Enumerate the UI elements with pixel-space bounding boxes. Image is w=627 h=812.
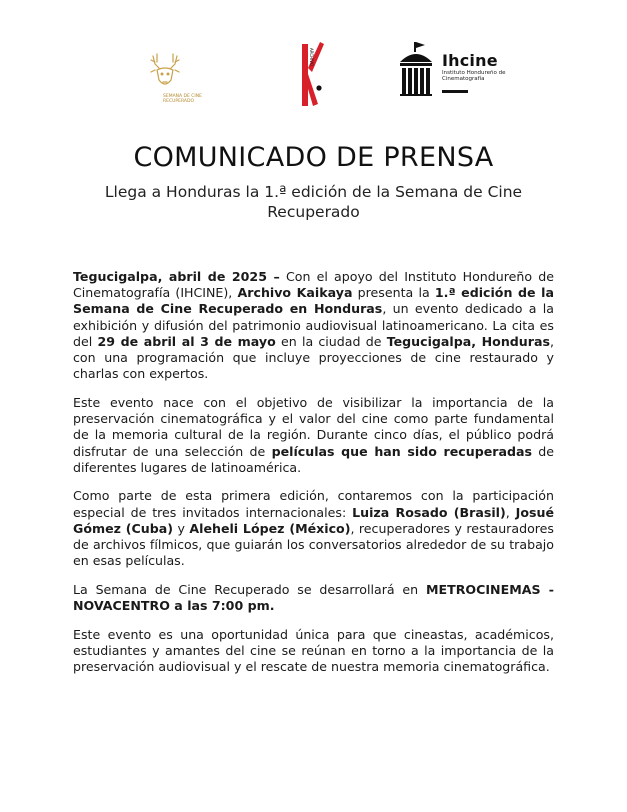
text-run: de diferentes lugares de latinoamérica.	[73, 443, 555, 475]
text-run: , con una programación que incluye proyecciones de cine restaurado y charlas con expertos.	[73, 333, 554, 382]
text-run: , recuperadores y restauradores de archivos fílmicos, que guiarán los conversatorios alrededor de su trabajo en esas películas.	[73, 520, 554, 569]
deer-logo-caption: SEMANA DE CINE RECUPERADO	[163, 94, 202, 104]
text-run: Con el apoyo del Instituto Hondureño de Cinematografía (IHCINE),	[73, 269, 554, 301]
text-run: en la ciudad de	[275, 333, 387, 349]
text-run: presenta la	[352, 285, 435, 301]
text-run: ,	[505, 504, 516, 520]
deer-head-logo	[143, 50, 203, 112]
dateline: Tegucigalpa, abril de 2025 –	[73, 269, 280, 284]
venue-time: METROCINEMAS - NOVACENTRO a las 7:00 pm.	[73, 581, 554, 614]
text-run: Este evento es una oportunidad única para que cineastas, académicos, estudiantes y amantes del cine se reúnan en torno a la importancia de la preservación audiovisual y el rescate de nuestra memoria cinematográfica.	[73, 626, 554, 675]
ihcine-subtitle: Instituto Hondureño de Cinematografía	[442, 70, 506, 82]
text-run: , un evento dedicado a la exhibición y difusión del patrimonio audiovisual latinoamericano. La cita es del	[73, 301, 554, 349]
page-title: COMUNICADO DE PRENSA	[133, 142, 494, 173]
guest-name: Luiza Rosado (Brasil)	[352, 504, 506, 520]
paragraph-venue	[73, 582, 554, 614]
page-subtitle: Llega a Honduras la 1.ª edición de la Semana de Cine Recuperado	[104, 183, 523, 221]
press-release-body	[73, 269, 554, 688]
text-run: La Semana de Cine Recuperado se desarrollará en	[73, 581, 426, 597]
paragraph-objective	[73, 395, 554, 476]
event-city: Tegucigalpa, Honduras	[386, 333, 550, 349]
paragraph-closing	[73, 627, 554, 676]
ihcine-building-icon	[398, 40, 438, 98]
archivo-kaikaya-logo	[298, 38, 326, 110]
highlight-films: películas que han sido recuperadas	[271, 443, 532, 459]
paragraph-intro	[73, 269, 554, 382]
svg-text:ARCHIVO: ARCHIVO	[309, 48, 314, 67]
guest-name: Aleheli López (México)	[189, 520, 351, 536]
paragraph-guests	[73, 488, 554, 569]
text-run: y	[173, 520, 190, 536]
organizer-name: Archivo Kaikaya	[237, 285, 353, 301]
text-run: Este evento nace con el objetivo de visibilizar la importancia de la preservación cinematográfica y el valor del cine como parte fundamental de la memoria cultural de la región. Durante cinco días, el público podrá disfrutar de una selección de	[73, 394, 554, 459]
text-run: Como parte de esta primera edición, contaremos con la participación especial de tres invitados internacionales:	[73, 488, 554, 520]
archivo-kaikaya-icon	[298, 38, 326, 110]
ihcine-name: Ihcine	[442, 51, 498, 70]
guest-name: Josué Gómez (Cuba)	[73, 504, 554, 536]
ihcine-logo	[398, 40, 508, 98]
event-name: 1.ª edición de la Semana de Cine Recuperado en Honduras	[73, 285, 554, 317]
ihcine-wordmark	[442, 52, 508, 82]
logo-bar	[0, 38, 627, 118]
event-dates: 29 de abril al 3 de mayo	[97, 333, 276, 349]
ihcine-underline	[442, 90, 468, 93]
